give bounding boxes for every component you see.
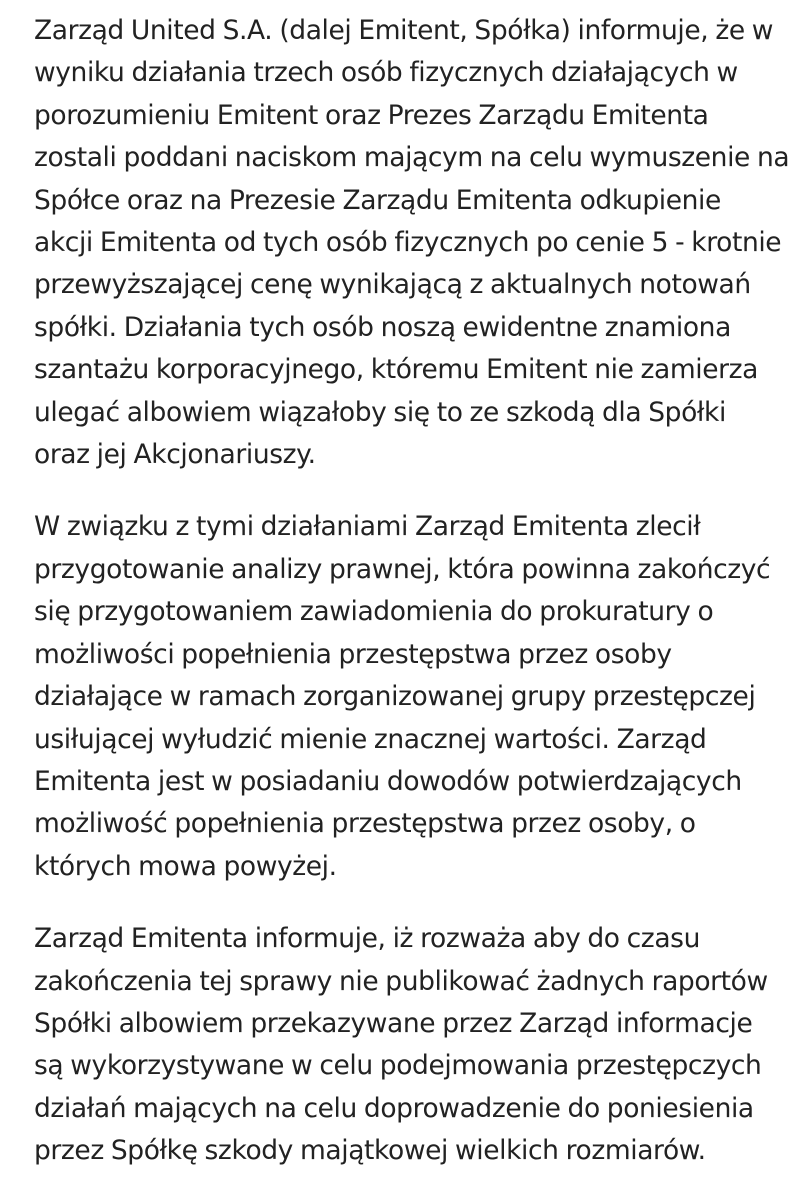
text-line: możliwości popełnienia przestępstwa przez osoby [34, 638, 672, 670]
text-line: przez Spółkę szkody majątkowej wielkich rozmiarów. [34, 1135, 706, 1167]
text-line: spółki. Działania tych osób noszą ewidentne znamiona [34, 311, 731, 343]
text-line: są wykorzystywane w celu podejmowania przestępczych [34, 1050, 762, 1082]
text-line: się przygotowaniem zawiadomienia do prokuratury o [34, 596, 714, 628]
paragraph-3 [34, 918, 794, 1172]
paragraph-1 [34, 10, 794, 476]
text-line: przewyższającej cenę wynikającą z aktualnych notowań [34, 269, 751, 301]
text-line: działające w ramach zorganizowanej grupy przestępczej [34, 681, 756, 713]
text-line: możliwość popełnienia przestępstwa przez osoby, o [34, 808, 696, 840]
article-body [34, 10, 794, 1203]
text-line: oraz jej Akcjonariuszy. [34, 439, 316, 471]
text-line: W związku z tymi działaniami Zarząd Emitenta zlecił [34, 511, 701, 543]
text-line: zakończenia tej sprawy nie publikować żadnych raportów [34, 965, 768, 997]
text-line: wyniku działania trzech osób fizycznych działających w [34, 57, 738, 89]
text-line: usiłującej wyłudzić mienie znacznej wartości. Zarząd [34, 723, 707, 755]
text-line: Spółki albowiem przekazywane przez Zarząd informacje [34, 1007, 753, 1039]
text-line: akcji Emitenta od tych osób fizycznych po cenie 5 - krotnie [34, 227, 782, 259]
text-line: zostali poddani naciskom mającym na celu wymuszenie na [34, 142, 790, 174]
text-line: Zarząd United S.A. (dalej Emitent, Spółka) informuje, że w [34, 15, 774, 46]
text-line: przygotowanie analizy prawnej, która powinna zakończyć [34, 553, 771, 585]
text-line: szantażu korporacyjnego, któremu Emitent nie zamierza [34, 354, 758, 386]
text-line: Spółce oraz na Prezesie Zarządu Emitenta odkupienie [34, 184, 721, 216]
paragraph-2 [34, 506, 794, 888]
text-line: których mowa powyżej. [34, 850, 337, 882]
text-line: Emitenta jest w posiadaniu dowodów potwierdzających [34, 765, 742, 797]
text-line: ulegać albowiem wiązałoby się to ze szkodą dla Spółki [34, 396, 726, 428]
text-line: porozumieniu Emitent oraz Prezes Zarządu Emitenta [34, 99, 709, 131]
text-line: Zarząd Emitenta informuje, iż rozważa aby do czasu [34, 923, 700, 955]
text-line: działań mających na celu doprowadzenie do poniesienia [34, 1092, 754, 1124]
